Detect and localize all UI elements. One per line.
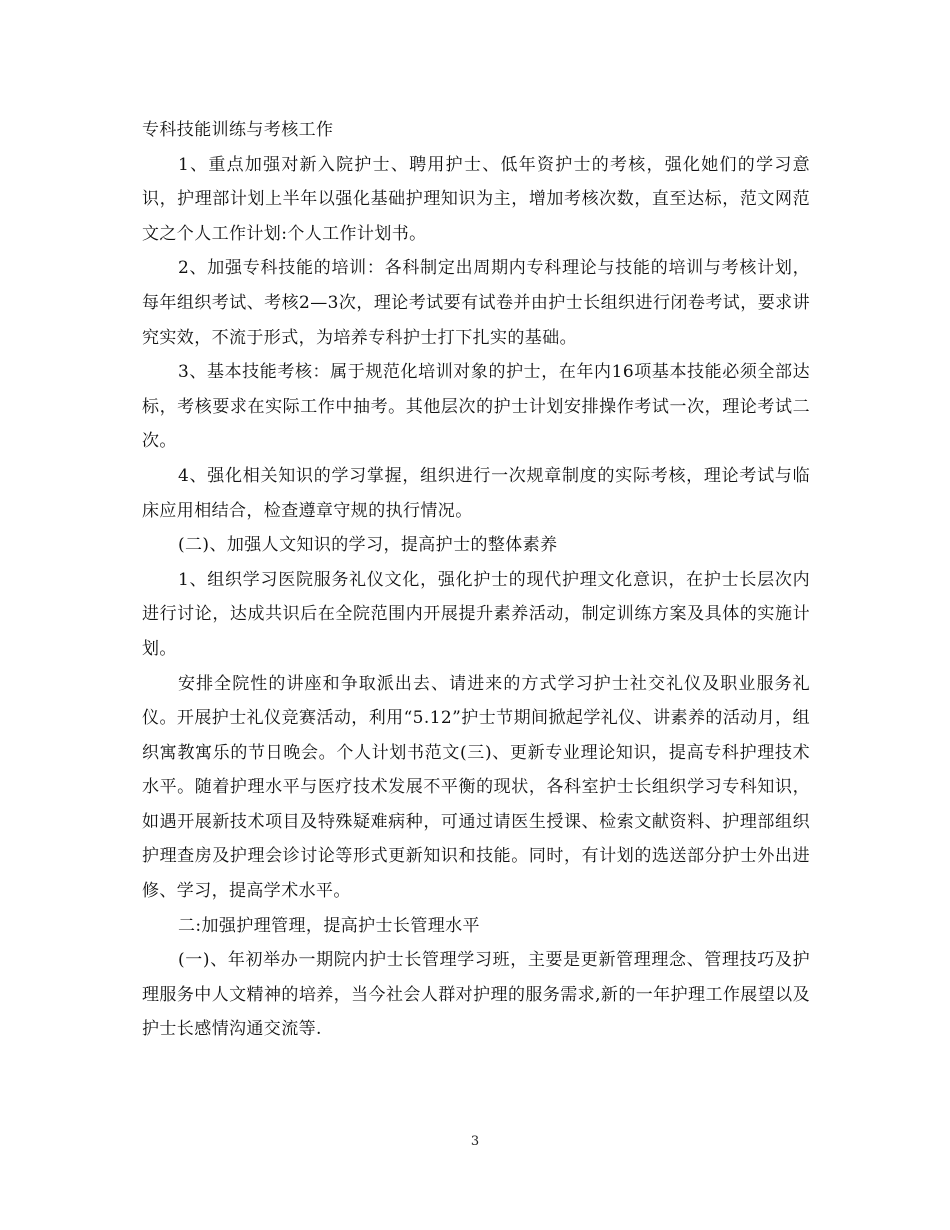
- paragraph-item-3: 3、基本技能考核：属于规范化培训对象的护士，在年内16项基本技能必须全部达标，考核要求在实际工作中抽考。其他层次的护士计划安排操作考试一次，理论考试二次。: [142, 362, 810, 452]
- paragraph-head-nurse-class: (一)、年初举办一期院内护士长管理学习班，主要是更新管理理念、管理技巧及护理服务中人文精神的培养，当今社会人群对护理的服务需求,新的一年护理工作展望以及护士长感情沟通交流等.: [142, 950, 810, 1040]
- section-heading-humanities: (二)、加强人文知识的学习，提高护士的整体素养: [178, 535, 558, 556]
- paragraph-item-1: 1、重点加强对新入院护士、聘用护士、低年资护士的考核，强化她们的学习意识，护理部计划上半年以强化基础护理知识为主，增加考核次数，直至达标，范文网范文之个人工作计划:个人工作计划书。: [142, 154, 810, 244]
- page-number: 3: [470, 1134, 480, 1149]
- paragraph-item-2: 2、加强专科技能的培训：各科制定出周期内专科理论与技能的培训与考核计划，每年组织考试、考核2—3次，理论考试要有试卷并由护士长组织进行闭卷考试，要求讲究实效，不流于形式，为培养专科护士打下扎实的基础。: [142, 258, 810, 348]
- document-body: [142, 113, 810, 1047]
- section-heading-management: 二:加强护理管理，提高护士长管理水平: [178, 915, 480, 936]
- paragraph-lectures-and-training: 安排全院性的讲座和争取派出去、请进来的方式学习护士社交礼仪及职业服务礼仪。开展护士礼仪竞赛活动，利用“5.12”护士节期间掀起学礼仪、讲素养的活动月，组织寓教寓乐的节日晚会。个人计划书范文(三)、更新专业理论知识，提高专科护理技术水平。随着护理水平与医疗技术发展不平衡的现状，各科室护士长组织学习专科知识，如遇开展新技术项目及特殊疑难病种，可通过请医生授课、检索文献资料、护理部组织护理查房及护理会诊讨论等形式更新知识和技能。同时，有计划的选送部分护士外出进修、学习，提高学术水平。: [142, 673, 810, 902]
- section-heading-training: 专科技能训练与考核工作: [142, 120, 334, 140]
- paragraph-item-4: 4、强化相关知识的学习掌握，组织进行一次规章制度的实际考核，理论考试与临床应用相结合，检查遵章守规的执行情况。: [142, 465, 810, 521]
- paragraph-etiquette-culture: 1、组织学习医院服务礼仪文化，强化护士的现代护理文化意识，在护士长层次内进行讨论，达成共识后在全院范围内开展提升素养活动，制定训练方案及具体的实施计划。: [142, 569, 810, 659]
